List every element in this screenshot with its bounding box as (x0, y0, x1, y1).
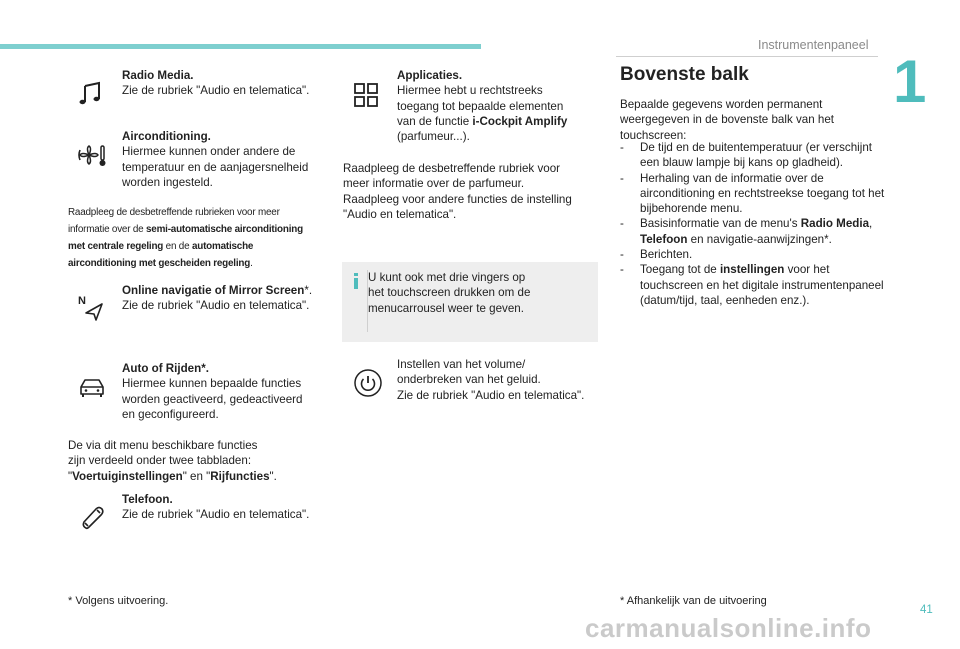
list-bold: instellingen (719, 263, 785, 277)
list-text: Basisinformatie van de menu's (640, 217, 801, 231)
list-dash: - (620, 217, 624, 231)
watermark: carmanualsonline.info (585, 613, 872, 643)
info-line: menucarrousel weer te geven. (368, 301, 524, 315)
note-bold: met centrale regeling (68, 241, 164, 252)
apps-grid-icon (351, 80, 381, 110)
list-dash: - (620, 263, 624, 277)
car-block (122, 361, 302, 422)
car-icon (76, 372, 108, 402)
radio-media-title: Radio Media. (122, 69, 194, 82)
car-title: Auto of Rijden*. (122, 362, 209, 375)
phone-title: Telefoon. (122, 493, 173, 506)
aircon-line: worden ingesteld. (122, 175, 213, 189)
phone-block (122, 492, 309, 523)
list-text: , (869, 217, 873, 231)
list-text: Berichten. (640, 248, 693, 262)
phone-icon (78, 503, 108, 533)
apps-line: van de functie (397, 114, 473, 128)
menu-line: zijn verdeeld onder twee tabbladen: (68, 454, 252, 468)
menu-quote: " (68, 469, 73, 483)
list-bold: Telefoon (640, 232, 688, 246)
car-line: en geconfigureerd. (122, 407, 219, 421)
para-line: Raadpleeg voor andere functies de instelling (343, 192, 572, 206)
list-text: en navigatie-aanwijzingen*. (687, 232, 832, 246)
list-bold: Radio Media (800, 217, 870, 231)
perfume-paragraph (343, 161, 572, 222)
info-icon (353, 273, 359, 289)
list-text: De tijd en de buitentemperatuur (er verschijnt een blauw lampje bij kans op gladheid). (640, 141, 872, 170)
intro-line: weergegeven in de bovenste balk van het (620, 113, 834, 127)
note-text: en de (163, 241, 192, 252)
menu-quote: ". (269, 469, 277, 483)
note-text: informatie over de (68, 224, 146, 235)
music-note-icon (76, 78, 106, 108)
fan-temperature-icon (76, 140, 108, 170)
aircon-block (122, 129, 308, 190)
top-bar-list (620, 140, 885, 308)
power-volume-icon (353, 368, 383, 398)
list-item (620, 216, 885, 247)
volume-block (397, 357, 584, 403)
list-dash: - (620, 171, 624, 185)
i-cockpit-amplify-label: i-Cockpit Amplify (472, 114, 568, 128)
menu-quote: " en " (182, 469, 211, 483)
apps-line: Hiermee hebt u rechtstreeks (397, 84, 543, 98)
phone-body: Zie de rubriek "Audio en telematica". (122, 508, 310, 522)
para-line: Raadpleeg de desbetreffende rubriek voor (343, 162, 560, 175)
intro-paragraph (620, 97, 834, 143)
note-bold: automatische (191, 241, 254, 252)
list-dash: - (620, 248, 624, 262)
car-line: Hiermee kunnen bepaalde functies (122, 377, 302, 391)
footnote-right: * Afhankelijk van de uitvoering (620, 595, 767, 607)
info-line: het touchscreen drukken om de (368, 286, 531, 300)
menu-tabs-paragraph (68, 438, 277, 484)
apps-block (397, 68, 567, 144)
list-item (620, 262, 885, 308)
volume-line: Zie de rubriek "Audio en telematica". (397, 388, 585, 402)
volume-line: Instellen van het volume/ (397, 358, 526, 371)
list-item (620, 171, 885, 217)
section-title: Instrumentenpaneel (758, 38, 869, 52)
list-item (620, 247, 885, 262)
accent-bar (0, 44, 481, 49)
menu-line: De via dit menu beschikbare functies (68, 439, 258, 452)
para-line: meer informatie over de parfumeur. (343, 177, 525, 191)
list-text: voor het touchscreen en het digitale instrumentenpaneel (datum/tijd, taal, eenheden enz.). (640, 263, 884, 307)
footnote-left: * Volgens uitvoering. (68, 595, 169, 607)
aircon-reference-note (68, 204, 326, 272)
svg-text:N: N (78, 295, 86, 307)
mirror-screen-body: Zie de rubriek "Audio en telematica". (122, 299, 310, 313)
intro-line: touchscreen: (620, 128, 687, 142)
car-line: worden geactiveerd, gedeactiveerd (122, 392, 303, 406)
mirror-screen-block (122, 283, 312, 314)
radio-media-body: Zie de rubriek "Audio en telematica". (122, 84, 310, 98)
volume-line: onderbreken van het geluid. (397, 373, 541, 387)
info-text (368, 270, 530, 316)
list-item (620, 140, 885, 171)
header-divider (616, 56, 878, 57)
chapter-number: 1 (893, 48, 927, 115)
note-bold: semi-automatische airconditioning (145, 224, 303, 235)
note-bold: airconditioning met gescheiden regeling (68, 258, 251, 269)
mirror-screen-suffix: *. (304, 284, 313, 297)
tab-driving-functions: Rijfuncties (210, 469, 270, 483)
list-text: Toegang tot de (640, 263, 720, 277)
tab-vehicle-settings: Voertuiginstellingen (72, 469, 183, 483)
para-line: "Audio en telematica". (343, 207, 457, 221)
list-text: Herhaling van de informatie over de airconditioning en rechtstreekse toegang tot het bijbehorende menu. (640, 171, 885, 216)
aircon-line: Hiermee kunnen onder andere de (122, 145, 296, 159)
apps-title: Applicaties. (397, 69, 463, 82)
apps-line: (parfumeur...). (397, 130, 470, 144)
aircon-line: temperatuur en de aanjagersnelheid (122, 160, 309, 174)
list-dash: - (620, 141, 624, 154)
mirror-screen-title: Online navigatie of Mirror Screen (122, 284, 305, 297)
navigation-arrow-icon (78, 293, 108, 323)
section-heading: Bovenste balk (620, 64, 749, 85)
info-line: U kunt ook met drie vingers op (368, 271, 526, 284)
note-text: Raadpleeg de desbetreffende rubrieken voor meer (68, 207, 280, 218)
note-text: . (250, 258, 253, 269)
radio-media-block (122, 68, 309, 99)
aircon-title: Airconditioning. (122, 130, 211, 143)
intro-line: Bepaalde gegevens worden permanent (620, 98, 823, 111)
apps-line: toegang tot bepaalde elementen (397, 99, 564, 113)
page-number: 41 (920, 604, 933, 616)
